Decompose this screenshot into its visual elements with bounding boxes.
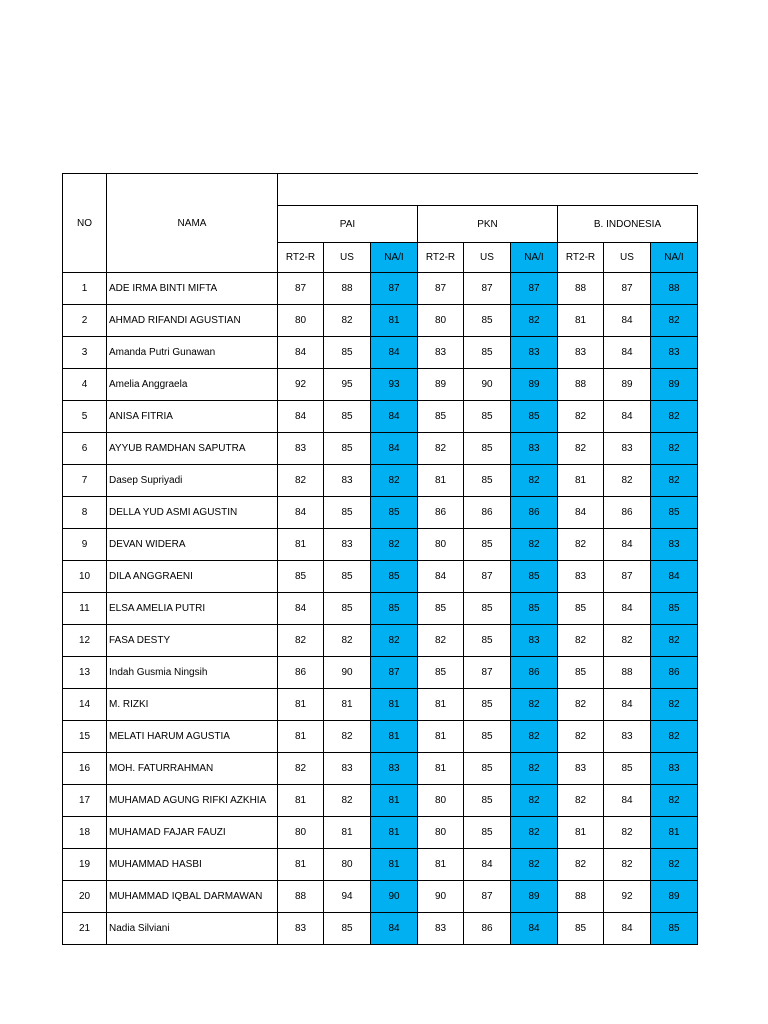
cell-bi-nai: 83	[651, 529, 698, 561]
header-nai: NA/I	[511, 243, 558, 273]
cell-pkn-rt2r: 90	[418, 881, 464, 913]
row-no: 6	[63, 433, 107, 465]
header-us: US	[464, 243, 511, 273]
cell-bi-us: 92	[604, 881, 651, 913]
row-no: 3	[63, 337, 107, 369]
cell-pkn-us: 86	[464, 497, 511, 529]
cell-pkn-nai: 82	[511, 817, 558, 849]
cell-pkn-nai: 85	[511, 593, 558, 625]
cell-bi-nai: 81	[651, 817, 698, 849]
table-row	[63, 881, 698, 913]
cell-pai-nai: 81	[371, 689, 418, 721]
cell-pkn-us: 85	[464, 721, 511, 753]
cell-bi-rt2r: 82	[558, 529, 604, 561]
cell-pai-us: 95	[324, 369, 371, 401]
cell-bi-rt2r: 83	[558, 753, 604, 785]
cell-pai-rt2r: 80	[278, 817, 324, 849]
cell-bi-rt2r: 88	[558, 369, 604, 401]
cell-pkn-us: 85	[464, 817, 511, 849]
row-nama: MOH. FATURRAHMAN	[107, 753, 278, 785]
cell-bi-rt2r: 81	[558, 465, 604, 497]
cell-bi-nai: 83	[651, 337, 698, 369]
header-no: NO	[63, 174, 107, 273]
cell-pkn-rt2r: 80	[418, 305, 464, 337]
table-body	[63, 273, 698, 945]
cell-pai-us: 81	[324, 817, 371, 849]
table-row	[63, 913, 698, 945]
cell-pai-us: 80	[324, 849, 371, 881]
cell-pai-rt2r: 84	[278, 497, 324, 529]
row-no: 18	[63, 817, 107, 849]
row-nama: DELLA YUD ASMI AGUSTIN	[107, 497, 278, 529]
row-no: 7	[63, 465, 107, 497]
cell-bi-rt2r: 83	[558, 337, 604, 369]
cell-bi-nai: 89	[651, 881, 698, 913]
cell-pai-rt2r: 81	[278, 849, 324, 881]
cell-pkn-us: 85	[464, 753, 511, 785]
cell-pai-nai: 85	[371, 497, 418, 529]
table-row	[63, 497, 698, 529]
header-nai: NA/I	[651, 243, 698, 273]
row-nama: ELSA AMELIA PUTRI	[107, 593, 278, 625]
cell-pkn-nai: 86	[511, 497, 558, 529]
header-nama: NAMA	[107, 174, 278, 273]
cell-pkn-nai: 82	[511, 785, 558, 817]
cell-pai-us: 82	[324, 625, 371, 657]
row-nama: Indah Gusmia Ningsih	[107, 657, 278, 689]
cell-pkn-nai: 85	[511, 561, 558, 593]
cell-pai-nai: 93	[371, 369, 418, 401]
cell-bi-us: 88	[604, 657, 651, 689]
cell-pkn-rt2r: 81	[418, 753, 464, 785]
cell-pai-us: 83	[324, 753, 371, 785]
cell-bi-rt2r: 85	[558, 593, 604, 625]
cell-bi-us: 83	[604, 433, 651, 465]
cell-bi-rt2r: 81	[558, 817, 604, 849]
cell-pkn-rt2r: 80	[418, 817, 464, 849]
cell-pai-us: 85	[324, 593, 371, 625]
cell-pai-us: 88	[324, 273, 371, 305]
row-nama: MELATI HARUM AGUSTIA	[107, 721, 278, 753]
cell-bi-rt2r: 82	[558, 849, 604, 881]
row-no: 9	[63, 529, 107, 561]
table-row	[63, 369, 698, 401]
cell-pai-us: 90	[324, 657, 371, 689]
cell-pkn-nai: 83	[511, 433, 558, 465]
cell-pkn-us: 85	[464, 401, 511, 433]
cell-pai-nai: 85	[371, 593, 418, 625]
row-no: 12	[63, 625, 107, 657]
row-no: 4	[63, 369, 107, 401]
cell-bi-rt2r: 82	[558, 433, 604, 465]
row-no: 14	[63, 689, 107, 721]
cell-bi-nai: 82	[651, 401, 698, 433]
cell-pai-us: 85	[324, 401, 371, 433]
cell-pai-rt2r: 85	[278, 561, 324, 593]
row-no: 2	[63, 305, 107, 337]
cell-pai-nai: 81	[371, 305, 418, 337]
cell-pkn-us: 85	[464, 689, 511, 721]
cell-pai-nai: 83	[371, 753, 418, 785]
cell-pai-rt2r: 86	[278, 657, 324, 689]
cell-pai-rt2r: 81	[278, 785, 324, 817]
table-row	[63, 593, 698, 625]
cell-pkn-nai: 82	[511, 305, 558, 337]
cell-bi-us: 82	[604, 625, 651, 657]
cell-pkn-us: 85	[464, 433, 511, 465]
row-no: 13	[63, 657, 107, 689]
cell-bi-nai: 84	[651, 561, 698, 593]
cell-pai-us: 83	[324, 465, 371, 497]
cell-pkn-us: 85	[464, 305, 511, 337]
cell-pkn-us: 90	[464, 369, 511, 401]
table-row	[63, 305, 698, 337]
cell-bi-nai: 82	[651, 785, 698, 817]
cell-bi-us: 84	[604, 593, 651, 625]
cell-pkn-rt2r: 80	[418, 529, 464, 561]
cell-bi-rt2r: 82	[558, 689, 604, 721]
row-no: 10	[63, 561, 107, 593]
cell-bi-rt2r: 82	[558, 721, 604, 753]
row-nama: MUHAMAD FAJAR FAUZI	[107, 817, 278, 849]
row-nama: Dasep Supriyadi	[107, 465, 278, 497]
row-nama: DEVAN WIDERA	[107, 529, 278, 561]
cell-pai-nai: 82	[371, 625, 418, 657]
cell-pai-us: 81	[324, 689, 371, 721]
table-row	[63, 433, 698, 465]
row-nama: Nadia Silviani	[107, 913, 278, 945]
row-no: 20	[63, 881, 107, 913]
cell-pkn-nai: 84	[511, 913, 558, 945]
header-us: US	[604, 243, 651, 273]
row-nama: AYYUB RAMDHAN SAPUTRA	[107, 433, 278, 465]
cell-bi-nai: 82	[651, 305, 698, 337]
row-no: 1	[63, 273, 107, 305]
cell-bi-nai: 82	[651, 689, 698, 721]
header-subjects-group	[278, 174, 698, 206]
table-row	[63, 529, 698, 561]
cell-bi-us: 84	[604, 785, 651, 817]
cell-bi-nai: 86	[651, 657, 698, 689]
cell-pai-us: 85	[324, 561, 371, 593]
row-nama: AHMAD RIFANDI AGUSTIAN	[107, 305, 278, 337]
cell-bi-us: 82	[604, 849, 651, 881]
header-rt2r: RT2-R	[278, 243, 324, 273]
cell-pkn-us: 85	[464, 465, 511, 497]
cell-pai-nai: 87	[371, 657, 418, 689]
cell-pai-rt2r: 81	[278, 529, 324, 561]
cell-pkn-us: 85	[464, 625, 511, 657]
cell-bi-us: 84	[604, 529, 651, 561]
cell-pai-rt2r: 88	[278, 881, 324, 913]
header-nai: NA/I	[371, 243, 418, 273]
table-row	[63, 401, 698, 433]
cell-bi-nai: 85	[651, 913, 698, 945]
cell-pkn-rt2r: 85	[418, 593, 464, 625]
cell-pkn-us: 87	[464, 657, 511, 689]
row-no: 17	[63, 785, 107, 817]
cell-bi-rt2r: 82	[558, 785, 604, 817]
row-nama: ADE IRMA BINTI MIFTA	[107, 273, 278, 305]
cell-pai-nai: 84	[371, 401, 418, 433]
cell-bi-nai: 82	[651, 625, 698, 657]
row-no: 5	[63, 401, 107, 433]
cell-pai-rt2r: 83	[278, 433, 324, 465]
cell-bi-nai: 82	[651, 721, 698, 753]
row-nama: MUHAMMAD IQBAL DARMAWAN	[107, 881, 278, 913]
row-nama: DILA ANGGRAENI	[107, 561, 278, 593]
cell-bi-nai: 88	[651, 273, 698, 305]
cell-pkn-nai: 89	[511, 881, 558, 913]
table-row	[63, 273, 698, 305]
cell-pkn-rt2r: 89	[418, 369, 464, 401]
cell-bi-us: 82	[604, 465, 651, 497]
row-no: 15	[63, 721, 107, 753]
cell-pkn-rt2r: 85	[418, 657, 464, 689]
table-row	[63, 465, 698, 497]
cell-bi-us: 87	[604, 561, 651, 593]
row-no: 21	[63, 913, 107, 945]
cell-bi-rt2r: 82	[558, 625, 604, 657]
header-subject-pai: PAI	[278, 206, 418, 243]
cell-pai-us: 85	[324, 913, 371, 945]
row-no: 11	[63, 593, 107, 625]
cell-pkn-rt2r: 83	[418, 913, 464, 945]
table-row	[63, 657, 698, 689]
cell-pkn-rt2r: 82	[418, 433, 464, 465]
cell-bi-rt2r: 88	[558, 273, 604, 305]
header-us: US	[324, 243, 371, 273]
cell-pai-rt2r: 81	[278, 721, 324, 753]
cell-pai-rt2r: 82	[278, 625, 324, 657]
row-nama: Amanda Putri Gunawan	[107, 337, 278, 369]
cell-pkn-rt2r: 86	[418, 497, 464, 529]
table-row	[63, 721, 698, 753]
cell-pkn-nai: 82	[511, 689, 558, 721]
cell-pkn-nai: 82	[511, 849, 558, 881]
cell-pkn-rt2r: 83	[418, 337, 464, 369]
cell-bi-rt2r: 85	[558, 657, 604, 689]
table-row	[63, 689, 698, 721]
cell-bi-us: 82	[604, 817, 651, 849]
cell-pai-us: 82	[324, 305, 371, 337]
cell-pai-rt2r: 82	[278, 465, 324, 497]
cell-pkn-nai: 82	[511, 529, 558, 561]
cell-pkn-rt2r: 81	[418, 721, 464, 753]
cell-pai-nai: 85	[371, 561, 418, 593]
cell-bi-us: 86	[604, 497, 651, 529]
cell-pai-us: 85	[324, 337, 371, 369]
cell-pai-rt2r: 81	[278, 689, 324, 721]
cell-pkn-us: 85	[464, 529, 511, 561]
cell-bi-us: 84	[604, 305, 651, 337]
cell-pai-rt2r: 84	[278, 401, 324, 433]
cell-pai-nai: 82	[371, 465, 418, 497]
cell-bi-us: 84	[604, 913, 651, 945]
cell-pai-rt2r: 84	[278, 593, 324, 625]
cell-pkn-rt2r: 81	[418, 849, 464, 881]
cell-bi-us: 85	[604, 753, 651, 785]
cell-pkn-rt2r: 81	[418, 465, 464, 497]
cell-pai-us: 82	[324, 721, 371, 753]
cell-pai-nai: 82	[371, 529, 418, 561]
table-row	[63, 785, 698, 817]
cell-pkn-nai: 86	[511, 657, 558, 689]
cell-pai-us: 82	[324, 785, 371, 817]
cell-bi-us: 87	[604, 273, 651, 305]
cell-pai-nai: 84	[371, 913, 418, 945]
cell-pai-rt2r: 84	[278, 337, 324, 369]
cell-bi-nai: 85	[651, 593, 698, 625]
cell-pai-us: 85	[324, 433, 371, 465]
cell-pai-nai: 90	[371, 881, 418, 913]
table-row	[63, 849, 698, 881]
table-row	[63, 753, 698, 785]
cell-bi-rt2r: 81	[558, 305, 604, 337]
table-row	[63, 625, 698, 657]
cell-pkn-rt2r: 80	[418, 785, 464, 817]
cell-pai-us: 83	[324, 529, 371, 561]
cell-pai-nai: 81	[371, 785, 418, 817]
cell-pkn-nai: 82	[511, 465, 558, 497]
header-subject-pkn: PKN	[418, 206, 558, 243]
cell-pkn-us: 84	[464, 849, 511, 881]
cell-bi-rt2r: 83	[558, 561, 604, 593]
cell-bi-nai: 82	[651, 849, 698, 881]
cell-pkn-nai: 85	[511, 401, 558, 433]
cell-pkn-rt2r: 87	[418, 273, 464, 305]
row-nama: Amelia Anggraela	[107, 369, 278, 401]
cell-pkn-rt2r: 85	[418, 401, 464, 433]
cell-bi-rt2r: 88	[558, 881, 604, 913]
table-row	[63, 817, 698, 849]
cell-pkn-nai: 83	[511, 625, 558, 657]
cell-pai-us: 85	[324, 497, 371, 529]
cell-bi-nai: 82	[651, 433, 698, 465]
header-rt2r: RT2-R	[418, 243, 464, 273]
row-nama: MUHAMAD AGUNG RIFKI AZKHIA	[107, 785, 278, 817]
cell-pkn-us: 86	[464, 913, 511, 945]
cell-pai-nai: 87	[371, 273, 418, 305]
cell-bi-nai: 83	[651, 753, 698, 785]
cell-bi-nai: 85	[651, 497, 698, 529]
cell-pai-rt2r: 80	[278, 305, 324, 337]
row-nama: M. RIZKI	[107, 689, 278, 721]
cell-pkn-us: 85	[464, 593, 511, 625]
cell-pai-rt2r: 83	[278, 913, 324, 945]
cell-pai-rt2r: 87	[278, 273, 324, 305]
cell-pkn-us: 87	[464, 273, 511, 305]
row-no: 8	[63, 497, 107, 529]
cell-pai-rt2r: 92	[278, 369, 324, 401]
cell-pkn-us: 85	[464, 785, 511, 817]
cell-pai-nai: 81	[371, 817, 418, 849]
grades-table	[62, 173, 698, 945]
cell-bi-us: 89	[604, 369, 651, 401]
cell-bi-us: 84	[604, 401, 651, 433]
cell-pkn-nai: 89	[511, 369, 558, 401]
table-row	[63, 337, 698, 369]
cell-pai-nai: 84	[371, 433, 418, 465]
header-rt2r: RT2-R	[558, 243, 604, 273]
cell-pkn-nai: 82	[511, 753, 558, 785]
cell-pai-us: 94	[324, 881, 371, 913]
cell-pkn-rt2r: 84	[418, 561, 464, 593]
row-nama: FASA DESTY	[107, 625, 278, 657]
cell-pkn-rt2r: 82	[418, 625, 464, 657]
row-no: 16	[63, 753, 107, 785]
cell-pkn-nai: 82	[511, 721, 558, 753]
cell-bi-rt2r: 84	[558, 497, 604, 529]
cell-pkn-nai: 83	[511, 337, 558, 369]
row-nama: MUHAMMAD HASBI	[107, 849, 278, 881]
cell-pai-nai: 84	[371, 337, 418, 369]
cell-pkn-us: 87	[464, 881, 511, 913]
cell-pkn-us: 85	[464, 337, 511, 369]
cell-pkn-rt2r: 81	[418, 689, 464, 721]
cell-bi-nai: 82	[651, 465, 698, 497]
row-no: 19	[63, 849, 107, 881]
table-row	[63, 561, 698, 593]
cell-bi-us: 84	[604, 337, 651, 369]
cell-pai-nai: 81	[371, 849, 418, 881]
cell-pai-nai: 81	[371, 721, 418, 753]
header-subject-bindonesia: B. INDONESIA	[558, 206, 698, 243]
cell-bi-us: 84	[604, 689, 651, 721]
cell-pkn-nai: 87	[511, 273, 558, 305]
cell-pai-rt2r: 82	[278, 753, 324, 785]
cell-pkn-us: 87	[464, 561, 511, 593]
cell-bi-nai: 89	[651, 369, 698, 401]
cell-bi-rt2r: 82	[558, 401, 604, 433]
cell-bi-us: 83	[604, 721, 651, 753]
cell-bi-rt2r: 85	[558, 913, 604, 945]
table-header	[63, 174, 698, 273]
row-nama: ANISA FITRIA	[107, 401, 278, 433]
